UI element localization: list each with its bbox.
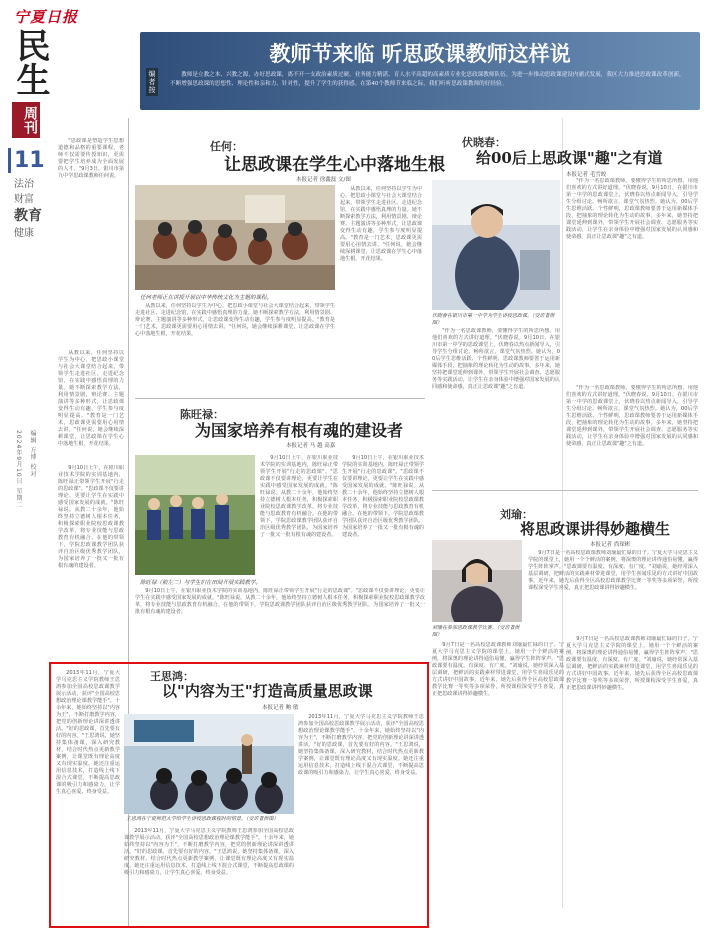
article-3-body-intro [58,465,124,620]
article-1-body-text: 从教以来，任何坚持以学生为中心，把思政小课堂与社会大课堂结合起来，带领学生走进社区、走进纪念馆，在实践中感悟真理的力量。她不断探索教学方法，利用情景剧、辩论赛、主题演讲等多种形式，让思政课变得生动有趣，学生参与度明显提高。"教育是一门艺术，思政课更需要用心用情去讲。"任何说，她会继续深耕课堂，让思政课在学生心中落地生根，开花结果。 [58,350,124,447]
masthead-logo: 宁夏日报 [14,8,79,26]
article-5-body-2 [298,714,424,922]
section-rule [432,490,698,491]
article-1-lede [58,138,124,348]
article-2-byline: 本报记者 毛雪皎 [566,172,607,178]
article-4-headline: 将思政课讲得妙趣横生 [520,520,671,538]
article-3-photo [135,455,255,575]
article-1-headline: 让思政课在学生心中落地生根 [224,155,445,175]
article-1-body-2 [135,303,335,393]
article-5-byline: 本报记者 鲍 敏 [262,705,299,711]
article-3-headline: 为国家培养有根有魂的建设者 [195,421,404,440]
article-4-body-1-text: 9月7日是一名高校思政课教师刘瑜最忙碌的日子。宁夏大学马克思主义学院的课堂上，她用一个个鲜活的案例，将深奥的理论讲得通俗易懂，赢得学生阵阵掌声。"思政课要有温度、有深度、有广度。"刘瑜说，她经常深入基层调研，把鲜活的实践素材带进课堂，用学生喜闻乐见的方式讲好中国故事。近年来，她先后获得全区高校思政课教学比赛一等奖等多项荣誉，所授课程深受学生喜爱，真正把思政课讲得妙趣横生。 [528,550,698,591]
channel-item: 健康 [14,228,34,239]
article-5-photo [124,714,294,814]
article-2-body-1-text: "作为一名思政课教师，要懂得学生的所思所想，用他们喜欢的方式讲好道理。"伏晓春说。9月10日，在银川市第一中学的思政课堂上，伏晓春以热点新闻导入，引导学生分组讨论、畅所欲言，课堂气氛热烈。她认为，00后学生思维活跃、个性鲜明，思政课教师要善于运用新媒体手段，把抽象的理论转化为生动的故事。多年来，她坚持把课堂延伸到课外，带领学生开展社会调查、志愿服务等实践活动，让学生在亲身体验中增强对国家发展的认同感和使命感，真正让思政课"趣"之有道。 [566,178,698,240]
article-5-body-2-text: 2013年11月，宁夏大学马克思主义学院教师王思鸿参加全国高校思政课教学展示活动，获评"全国高校思想政治理论课教学能手"。十余年来，她始终坚持以"内容为王"，不断打磨教学内容，把党的创新理论讲深讲透讲活。"好的思政课，首先要有好的内容。"王思鸿说，她坚持集体备课，深入研究教材，结合时代热点更新教学案例，让课堂既有理论高度又有现实温度。她还注重运用信息技术，打造线上线下混合式课堂，不断提高思政课的吸引力和感染力，让学生真心喜爱、终身受益。 [298,714,424,776]
left-rail [8,28,48,328]
article-2-photo [432,180,560,310]
article-4-body-2 [432,642,564,932]
article-2-headline: 给00后上思政课"趣"之有道 [476,149,663,167]
article-1-kicker: 任何： [210,140,243,153]
article-4-caption: 刘瑜在参加思政课教学比赛。（受访者供图） [432,625,520,638]
banner [140,32,700,110]
article-2-body-2-text: "作为一名思政课教师，要懂得学生的所思所想，用他们喜欢的方式讲好道理。"伏晓春说。9月10日，在银川市第一中学的思政课堂上，伏晓春以热点新闻导入，引导学生分组讨论、畅所欲言，课堂气氛热烈。她认为，00后学生思维活跃、个性鲜明，思政课教师要善于运用新媒体手段，把抽象的理论转化为生动的故事。多年来，她坚持把课堂延伸到课外，带领学生开展社会调查、志愿服务等实践活动，让学生在亲身体验中增强对国家发展的认同感和使命感，真正让思政课"趣"之有道。 [432,328,560,390]
article-3-body-intro-text: 9月10日上午，在银川职业技术学院的实训基地内，陈旺禄正带领学生开展"行走的思政课"。"思政课不仅要讲理论，更要让学生在实践中感受国家发展的成就。"陈旺禄说。从教二十余年，他始终坚持立德树人根本任务，积极探索职业院校思政课教学改革，将专业技能与思政教育有机融合。在他的带领下，学院思政课教学团队获评自治区级优秀教学团队，为国家培养了一批又一批有根有魂的建设者。 [58,465,124,569]
article-5-body-1-text: 2013年11月，宁夏大学马克思主义学院教师王思鸿参加全国高校思政课教学展示活动，获评"全国高校思想政治理论课教学能手"。十余年来，她始终坚持以"内容为王"，不断打磨教学内容，把党的创新理论讲深讲透讲活。"好的思政课，首先要有好的内容。"王思鸿说，她坚持集体备课，深入研究教材，结合时代热点更新教学案例，让课堂既有理论高度又有现实温度。她还注重运用信息技术，打造线上线下混合式课堂，不断提高思政课的吸引力和感染力，让学生真心喜爱、终身受益。 [56,670,120,795]
article-4-kicker: 刘瑜： [500,508,533,521]
article-3-body-2-text: 9月10日上午，在银川职业技术学院的实训基地内，陈旺禄正带领学生开展"行走的思政课"。"思政课不仅要讲理论，更要让学生在实践中感受国家发展的成就。"陈旺禄说。从教二十余年，他始终坚持立德树人根本任务，积极探索职业院校思政课教学改革，将专业技能与思政教育有机融合。在他的带领下，学院思政课教学团队获评自治区级优秀教学团队，为国家培养了一批又一批有根有魂的建设者。 [260,455,338,538]
article-1-byline: 本报记者 徐鑫磊 文/图 [296,177,351,183]
article-1-body [58,350,124,460]
banner-note: 教师是立教之本、兴教之源，办好思政课，离不开一支政治素质过硬、业务能力精湛、育人水平高超的高素质专业化思政课教师队伍。为进一步推动思政课建设内涵式发展，我区大力推进思政课改革创新，不断增强思政课的思想性、理论性和亲和力、针对性，提升了学生的获得感。在第40个教师节来临之际，我们听听思政课教师的好经验。 [170,72,685,87]
article-5-body-1 [56,670,120,920]
rail-editor: 编辑 方博 校对 [29,430,36,478]
section-rule [135,398,425,399]
article-5-headline: 以"内容为王"打造高质量思政课 [162,682,373,700]
channel-item: 教育 [14,208,42,224]
article-3-body-2 [260,455,338,575]
article-4-photo [432,540,522,622]
banner-title: 教师节来临 听思政课教师这样说 [269,41,571,66]
article-1-body-3-text: 从教以来，任何坚持以学生为中心，把思政小课堂与社会大课堂结合起来，带领学生走进社区、走进纪念馆，在实践中感悟真理的力量。她不断探索教学方法，利用情景剧、辩论赛、主题演讲等多种形式，让思政课变得生动有趣，学生参与度明显提高。"教育是一门艺术，思政课更需要用心用情去讲。"任何说，她会继续深耕课堂，让思政课在学生心中落地生根，开花结果。 [340,186,422,262]
article-3-body-3-text: 9月10日上午，在银川职业技术学院的实训基地内，陈旺禄正带领学生开展"行走的思政课"。"思政课不仅要讲理论，更要让学生在实践中感受国家发展的成就。"陈旺禄说。从教二十余年，他始终坚持立德树人根本任务，积极探索职业院校思政课教学改革，将专业技能与思政教育有机融合。在他的带领下，学院思政课教学团队获评自治区级优秀教学团队，为国家培养了一批又一批有根有魂的建设者。 [342,455,424,538]
channel-list [14,177,48,241]
article-3-byline: 本报记者 马 越 高嘉 [286,443,336,449]
article-5-caption: 王思鸿在宁夏师范大学给学生讲授思政课程时的情景。（受访者供图） [126,816,279,822]
article-2-body-3 [566,385,698,485]
article-1-lede-text: "思政课是塑造学生思想道德和品格的重要课程，老师不仅需要传授知识，更需要把学生培养成为全面发展的人才。"9月3日，银川市第九中学思政课教师任何说。 [58,138,124,179]
article-3-caption: 陈旺禄（前左二）与学生们在田间开展实践教学。 [140,580,262,586]
article-2-body-2 [432,328,560,486]
weekly-label: 周刊 [12,102,40,138]
article-5-body-3 [124,828,294,922]
article-3-body-4-text: 9月10日上午，在银川职业技术学院的实训基地内，陈旺禄正带领学生开展"行走的思政课"。"思政课不仅要讲理论，更要让学生在实践中感受国家发展的成就。"陈旺禄说。从教二十余年，他始终坚持立德树人根本任务，积极探索职业院校思政课教学改革，将专业技能与思政教育有机融合。在他的带领下，学院思政课教学团队获评自治区级优秀教学团队，为国家培养了一批又一批有根有魂的建设者。 [135,588,425,615]
channel-item: 法治 [14,179,34,190]
article-2-body-1 [566,178,698,383]
article-1-caption: 任何老师正在讲授开展以中华传统文化为主题的课程。 [140,295,273,301]
page-number: 11 [8,148,44,173]
section-title: 民生 [10,28,50,96]
article-2-body-3-text: "作为一名思政课教师，要懂得学生的所思所想，用他们喜欢的方式讲好道理。"伏晓春说。9月10日，在银川市第一中学的思政课堂上，伏晓春以热点新闻导入，引导学生分组讨论、畅所欲言，课堂气氛热烈。她认为，00后学生思维活跃、个性鲜明，思政课教师要善于运用新媒体手段，把抽象的理论转化为生动的故事。多年来，她坚持把课堂延伸到课外，带领学生开展社会调查、志愿服务等实践活动，让学生在亲身体验中增强对国家发展的认同感和使命感，真正让思政课"趣"之有道。 [566,385,698,447]
article-2-caption: 伏晓春在银川市第一中学为学生讲授思政课。（受访者供图） [432,313,555,326]
article-2-kicker: 伏晓春： [462,136,506,149]
article-1-photo [135,185,335,290]
article-4-byline: 本报记者 尚琛彬 [590,542,631,548]
rail-info: 2024年9月10日 星期二 [15,430,22,509]
article-1-body-3 [340,186,422,394]
article-4-body-1 [528,550,698,634]
channel-item: 财富 [14,194,34,205]
article-3-body-4 [135,588,425,656]
article-4-body-3-text: 9月7日是一名高校思政课教师刘瑜最忙碌的日子。宁夏大学马克思主义学院的课堂上，她用一个个鲜活的案例，将深奥的理论讲得通俗易懂，赢得学生阵阵掌声。"思政课要有温度、有深度、有广度。"刘瑜说，她经常深入基层调研，把鲜活的实践素材带进课堂，用学生喜闻乐见的方式讲好中国故事。近年来，她先后获得全区高校思政课教学比赛一等奖等多项荣誉，所授课程深受学生喜爱，真正把思政课讲得妙趣横生。 [566,636,698,691]
article-4-body-3 [566,636,698,932]
editor-note-label: 编者按 [148,70,156,94]
article-4-body-2-text: 9月7日是一名高校思政课教师刘瑜最忙碌的日子。宁夏大学马克思主义学院的课堂上，她用一个个鲜活的案例，将深奥的理论讲得通俗易懂，赢得学生阵阵掌声。"思政课要有温度、有深度、有广度。"刘瑜说，她经常深入基层调研，把鲜活的实践素材带进课堂，用学生喜闻乐见的方式讲好中国故事。近年来，她先后获得全区高校思政课教学比赛一等奖等多项荣誉，所授课程深受学生喜爱，真正把思政课讲得妙趣横生。 [432,642,564,697]
article-5-body-3-text: 2013年11月，宁夏大学马克思主义学院教师王思鸿参加全国高校思政课教学展示活动，获评"全国高校思想政治理论课教学能手"。十余年来，她始终坚持以"内容为王"，不断打磨教学内容，把党的创新理论讲深讲透讲活。"好的思政课，首先要有好的内容。"王思鸿说，她坚持集体备课，深入研究教材，结合时代热点更新教学案例，让课堂既有理论高度又有现实温度。她还注重运用信息技术，打造线上线下混合式课堂，不断提高思政课的吸引力和感染力，让学生真心喜爱、终身受益。 [124,828,294,876]
article-1-body-2-text: 从教以来，任何坚持以学生为中心，把思政小课堂与社会大课堂结合起来，带领学生走进社区、走进纪念馆，在实践中感悟真理的力量。她不断探索教学方法，利用情景剧、辩论赛、主题演讲等多种形式，让思政课变得生动有趣，学生参与度明显提高。"教育是一门艺术，思政课更需要用心用情去讲。"任何说，她会继续深耕课堂，让思政课在学生心中落地生根，开花结果。 [135,303,335,337]
article-3-kicker: 陈旺禄： [180,408,224,421]
article-5-kicker: 王思鸿： [150,670,194,683]
article-3-body-3 [342,455,424,575]
